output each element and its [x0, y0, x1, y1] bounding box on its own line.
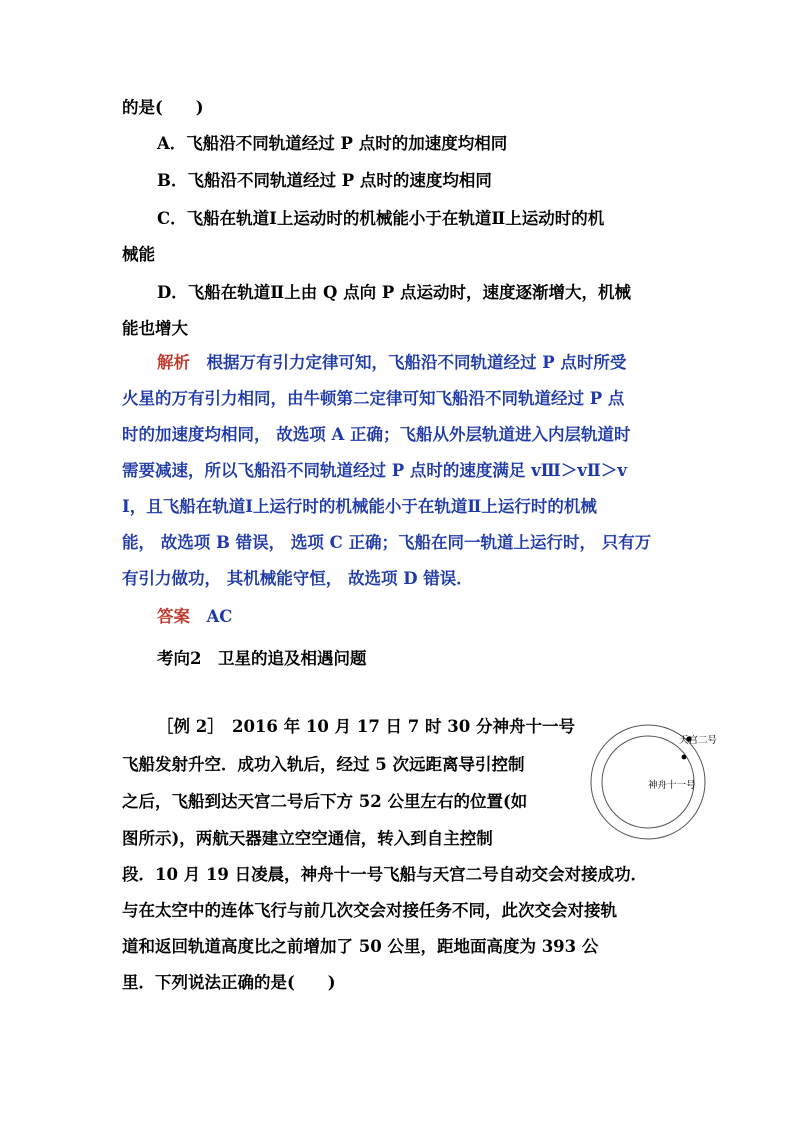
answer-text: AC	[190, 607, 233, 626]
section-heading: 考向2 卫星的追及相遇问题	[157, 649, 367, 668]
answer-line	[157, 606, 232, 628]
shenzhou-dot	[682, 755, 687, 760]
analysis-line2: 火星的万有引力相同，由牛顿第二定律可知飞船沿不同轨道经过 P 点	[122, 389, 625, 408]
option-b: B．飞船沿不同轨道经过 P 点时的速度均相同	[157, 171, 492, 190]
orbit-diagram	[578, 722, 728, 842]
tiangong-label: 天宫二号	[679, 735, 718, 746]
analysis-line7: 有引力做功， 其机械能守恒， 故选项 D 错误．	[122, 569, 473, 588]
analysis-line3: 时的加速度均相同， 故选项 A 正确；飞船从外层轨道进入内层轨道时	[122, 425, 631, 444]
question-stem-end: 的是( )	[122, 98, 204, 117]
example-line4: 图所示)，两航天器建立空空通信，转入到自主控制	[122, 829, 493, 848]
analysis-label: 解析	[157, 353, 190, 372]
option-a: A．飞船沿不同轨道经过 P 点时的加速度均相同	[157, 134, 508, 153]
option-c-line1: C．飞船在轨道Ⅰ上运动时的机械能小于在轨道Ⅱ上运动时的机	[157, 209, 605, 228]
analysis-line4: 需要减速，所以飞船沿不同轨道经过 P 点时的速度满足 vⅢ＞vⅡ＞v	[122, 461, 627, 480]
example-line5: 段．10 月 19 日凌晨，神舟十一号飞船与天宫二号自动交会对接成功．	[122, 865, 648, 884]
example-line6: 与在太空中的连体飞行与前几次交会对接任务不同，此次交会对接轨	[122, 901, 617, 920]
option-c-line2: 械能	[122, 245, 155, 264]
example-line7: 道和返回轨道高度比之前增加了 50 公里，距地面高度为 393 公	[122, 937, 599, 956]
analysis-text: 根据万有引力定律可知，飞船沿不同轨道经过 P 点时所受	[190, 353, 627, 372]
example-line3: 之后，飞船到达天宫二号后下方 52 公里左右的位置(如	[122, 792, 528, 811]
example-line2: 飞船发射升空．成功入轨后，经过 5 次远距离导引控制	[122, 755, 525, 774]
option-d-line1: D．飞船在轨道Ⅱ上由 Q 点向 P 点运动时，速度逐渐增大，机械	[157, 283, 631, 302]
analysis-line1	[157, 352, 626, 374]
example-line1: ［例 2］ 2016 年 10 月 17 日 7 时 30 分神舟十一号	[157, 717, 575, 736]
example-line8: 里．下列说法正确的是( )	[122, 973, 336, 992]
shenzhou-label: 神舟十一号	[648, 780, 696, 791]
answer-label: 答案	[157, 607, 190, 626]
analysis-line6: 能， 故选项 B 错误， 选项 C 正确；飞船在同一轨道上运行时， 只有万	[122, 533, 652, 552]
analysis-line5: Ⅰ，且飞船在轨道Ⅰ上运行时的机械能小于在轨道Ⅱ上运行时的机械	[122, 497, 597, 516]
option-d-line2: 能也增大	[122, 319, 188, 338]
